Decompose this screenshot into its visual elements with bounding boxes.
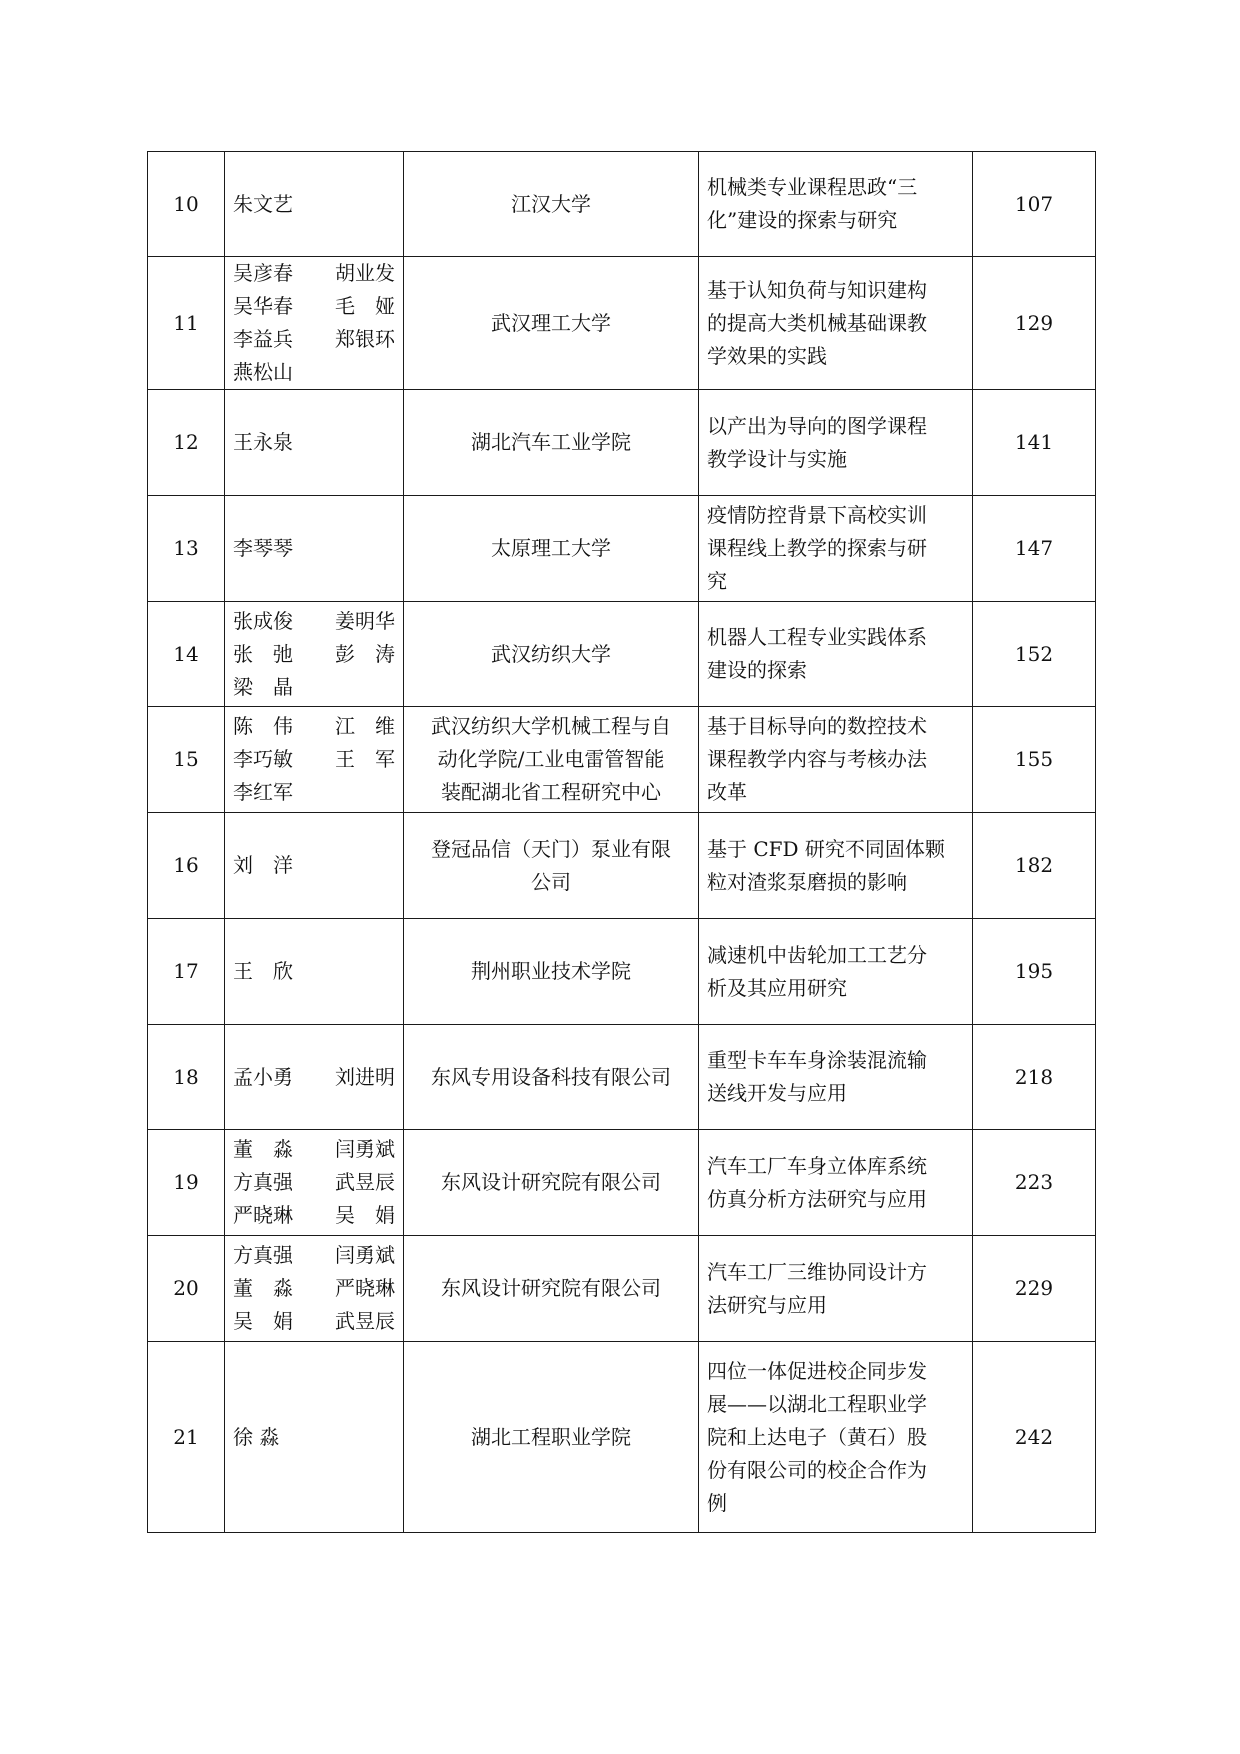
paper-title-line: 基于认知负荷与知识建构	[707, 277, 927, 302]
author-name: 孟小勇	[233, 1064, 293, 1089]
row-number: 16	[148, 813, 225, 919]
author-name: 王 欣	[233, 959, 293, 983]
affiliation-line: 登冠品信（天门）泵业有限	[431, 836, 671, 861]
author-name: 李琴琴	[233, 536, 293, 560]
page-number: 229	[973, 1236, 1096, 1342]
paper-title-line: 课程线上教学的探索与研	[707, 536, 927, 560]
affiliation-line: 武汉纺织大学机械工程与自	[431, 714, 671, 738]
affiliation-line: 湖北汽车工业学院	[471, 430, 631, 454]
author-line	[233, 532, 395, 565]
paper-title-line: 机械类专业课程思政“三	[707, 175, 918, 199]
paper-title-line: 学效果的实践	[707, 343, 827, 368]
paper-title-line: 改革	[707, 780, 747, 804]
author-name: 徐 淼	[233, 1424, 280, 1449]
paper-title-line: 建设的探索	[707, 658, 807, 682]
author-line	[233, 849, 395, 882]
author-line	[233, 638, 395, 671]
paper-title-cell	[699, 257, 973, 390]
author-name: 李红军	[233, 780, 293, 804]
paper-title-line: 疫情防控背景下高校实训	[707, 503, 927, 527]
affiliation-line: 公司	[531, 869, 571, 894]
author-line	[233, 323, 395, 356]
paper-title-cell	[699, 152, 973, 257]
affiliation-cell	[404, 813, 699, 919]
paper-list-body	[148, 152, 1096, 1533]
paper-title-cell	[699, 496, 973, 602]
author-line	[233, 710, 395, 743]
affiliation-line: 东风设计研究院有限公司	[441, 1276, 661, 1300]
authors-cell	[225, 602, 404, 707]
authors-cell	[225, 919, 404, 1025]
paper-title-line: 重型卡车车身涂装混流输	[707, 1048, 927, 1072]
author-name: 毛 娅	[335, 294, 395, 318]
paper-title-line: 份有限公司的校企合作为	[707, 1457, 927, 1482]
author-name: 梁 晶	[233, 674, 293, 699]
paper-title-line: 的提高大类机械基础课教	[707, 310, 927, 335]
author-name: 张 弛	[233, 641, 293, 666]
author-line	[233, 426, 395, 459]
paper-title-line: 四位一体促进校企同步发	[707, 1358, 927, 1383]
row-number: 15	[148, 707, 225, 813]
author-line	[233, 1272, 395, 1305]
paper-title-cell	[699, 707, 973, 813]
paper-title-line: 基于目标导向的数控技术	[707, 714, 927, 738]
author-name: 胡业发	[335, 261, 395, 285]
author-line	[233, 356, 395, 389]
table-row	[148, 1342, 1096, 1533]
paper-title-cell	[699, 919, 973, 1025]
paper-title-cell	[699, 602, 973, 707]
page-number: 107	[973, 152, 1096, 257]
table-row	[148, 1130, 1096, 1236]
table-row	[148, 1236, 1096, 1342]
author-line	[233, 743, 395, 776]
row-number: 17	[148, 919, 225, 1025]
paper-title-line: 教学设计与实施	[707, 446, 847, 471]
row-number: 14	[148, 602, 225, 707]
row-number: 10	[148, 152, 225, 257]
affiliation-line: 武汉纺织大学	[491, 641, 611, 666]
author-name: 董 淼	[233, 1137, 293, 1161]
paper-title-cell	[699, 390, 973, 496]
author-line	[233, 290, 395, 323]
table-row	[148, 390, 1096, 496]
row-number: 11	[148, 257, 225, 390]
author-name: 武昱辰	[335, 1309, 395, 1333]
author-line	[233, 1421, 395, 1454]
row-number: 20	[148, 1236, 225, 1342]
author-name: 闫勇斌	[335, 1137, 395, 1161]
page-number: 152	[973, 602, 1096, 707]
page-number: 129	[973, 257, 1096, 390]
author-name: 李巧敏	[233, 747, 293, 771]
author-line	[233, 1199, 395, 1232]
author-name: 刘进明	[335, 1064, 395, 1089]
row-number: 18	[148, 1025, 225, 1130]
affiliation-cell	[404, 1342, 699, 1533]
page-number: 242	[973, 1342, 1096, 1533]
author-name: 李益兵	[233, 327, 293, 351]
affiliation-line: 荆州职业技术学院	[471, 959, 631, 983]
page-number: 141	[973, 390, 1096, 496]
paper-title-line: 化”建设的探索与研究	[707, 208, 898, 232]
author-name: 王 军	[335, 747, 395, 771]
affiliation-cell	[404, 919, 699, 1025]
authors-cell	[225, 707, 404, 813]
author-name: 严晓琳	[335, 1276, 395, 1300]
table-row	[148, 919, 1096, 1025]
author-line	[233, 605, 395, 638]
affiliation-line: 东风专用设备科技有限公司	[431, 1064, 671, 1089]
paper-title-line: 仿真分析方法研究与应用	[707, 1186, 927, 1211]
paper-title-line: 送线开发与应用	[707, 1081, 847, 1105]
affiliation-line: 动化学院/工业电雷管智能	[437, 747, 665, 771]
affiliation-line: 装配湖北省工程研究中心	[441, 780, 661, 804]
author-name: 彭 涛	[335, 641, 395, 666]
affiliation-line: 武汉理工大学	[491, 310, 611, 335]
paper-title-cell	[699, 1342, 973, 1533]
author-line	[233, 1305, 395, 1338]
author-line	[233, 1239, 395, 1272]
table-row	[148, 257, 1096, 390]
author-line	[233, 188, 395, 221]
table-row	[148, 602, 1096, 707]
paper-title-line: 院和上达电子（黄石）股	[707, 1424, 927, 1449]
authors-cell	[225, 496, 404, 602]
affiliation-cell	[404, 257, 699, 390]
paper-title-line: 课程教学内容与考核办法	[707, 747, 927, 771]
affiliation-cell	[404, 390, 699, 496]
paper-title-line: 究	[707, 569, 727, 593]
author-name: 刘 洋	[233, 853, 293, 877]
row-number: 21	[148, 1342, 225, 1533]
author-name: 张成俊	[233, 608, 293, 633]
paper-title-cell	[699, 813, 973, 919]
authors-cell	[225, 1025, 404, 1130]
author-line	[233, 671, 395, 704]
author-name: 吴彦春	[233, 261, 293, 285]
author-line	[233, 257, 395, 290]
authors-cell	[225, 1342, 404, 1533]
affiliation-line: 江汉大学	[511, 191, 591, 216]
author-name: 姜明华	[335, 608, 395, 633]
affiliation-cell	[404, 496, 699, 602]
author-name: 方真强	[233, 1170, 293, 1194]
table-row	[148, 707, 1096, 813]
page-number: 223	[973, 1130, 1096, 1236]
paper-title-line: 法研究与应用	[707, 1292, 827, 1317]
row-number: 13	[148, 496, 225, 602]
affiliation-cell	[404, 1130, 699, 1236]
authors-cell	[225, 1236, 404, 1342]
author-line	[233, 1133, 395, 1166]
author-name: 武昱辰	[335, 1170, 395, 1194]
paper-title-line: 例	[707, 1490, 727, 1515]
affiliation-cell	[404, 602, 699, 707]
affiliation-line: 湖北工程职业学院	[471, 1424, 631, 1449]
author-name: 吴 娟	[233, 1309, 293, 1333]
paper-title-line: 展——以湖北工程职业学	[707, 1391, 927, 1416]
page-number: 182	[973, 813, 1096, 919]
table-row	[148, 496, 1096, 602]
table-row	[148, 813, 1096, 919]
table-row	[148, 152, 1096, 257]
author-name: 吴华春	[233, 294, 293, 318]
author-name: 江 维	[335, 714, 395, 738]
paper-title-cell	[699, 1236, 973, 1342]
author-line	[233, 1166, 395, 1199]
author-name: 陈 伟	[233, 714, 293, 738]
paper-title-line: 减速机中齿轮加工工艺分	[707, 942, 927, 967]
authors-cell	[225, 390, 404, 496]
author-name: 王永泉	[233, 430, 293, 454]
paper-title-line: 以产出为导向的图学课程	[707, 413, 927, 438]
paper-list-table	[147, 151, 1096, 1533]
author-line	[233, 955, 395, 988]
row-number: 12	[148, 390, 225, 496]
author-line	[233, 1061, 395, 1094]
author-name: 郑银环	[335, 327, 395, 351]
author-line	[233, 776, 395, 809]
affiliation-cell	[404, 1025, 699, 1130]
paper-title-cell	[699, 1130, 973, 1236]
affiliation-line: 太原理工大学	[491, 536, 611, 560]
page-number: 218	[973, 1025, 1096, 1130]
author-name: 方真强	[233, 1243, 293, 1267]
author-name: 闫勇斌	[335, 1243, 395, 1267]
page-number: 155	[973, 707, 1096, 813]
page-number: 195	[973, 919, 1096, 1025]
author-name: 严晓琳	[233, 1203, 293, 1227]
affiliation-line: 东风设计研究院有限公司	[441, 1170, 661, 1194]
affiliation-cell	[404, 1236, 699, 1342]
author-name: 董 淼	[233, 1276, 293, 1300]
page-number: 147	[973, 496, 1096, 602]
affiliation-cell	[404, 152, 699, 257]
authors-cell	[225, 813, 404, 919]
paper-title-line: 基于 CFD 研究不同固体颗	[707, 836, 945, 861]
author-name: 燕松山	[233, 360, 293, 384]
paper-title-line: 机器人工程专业实践体系	[707, 625, 927, 649]
author-name: 朱文艺	[233, 191, 293, 216]
authors-cell	[225, 152, 404, 257]
paper-title-line: 粒对渣浆泵磨损的影响	[707, 869, 907, 894]
paper-title-line: 汽车工厂车身立体库系统	[707, 1153, 927, 1178]
paper-title-line: 汽车工厂三维协同设计方	[707, 1259, 927, 1284]
author-name: 吴 娟	[335, 1203, 395, 1227]
paper-title-line: 析及其应用研究	[707, 975, 847, 1000]
row-number: 19	[148, 1130, 225, 1236]
affiliation-cell	[404, 707, 699, 813]
authors-cell	[225, 257, 404, 390]
paper-title-cell	[699, 1025, 973, 1130]
authors-cell	[225, 1130, 404, 1236]
table-row	[148, 1025, 1096, 1130]
